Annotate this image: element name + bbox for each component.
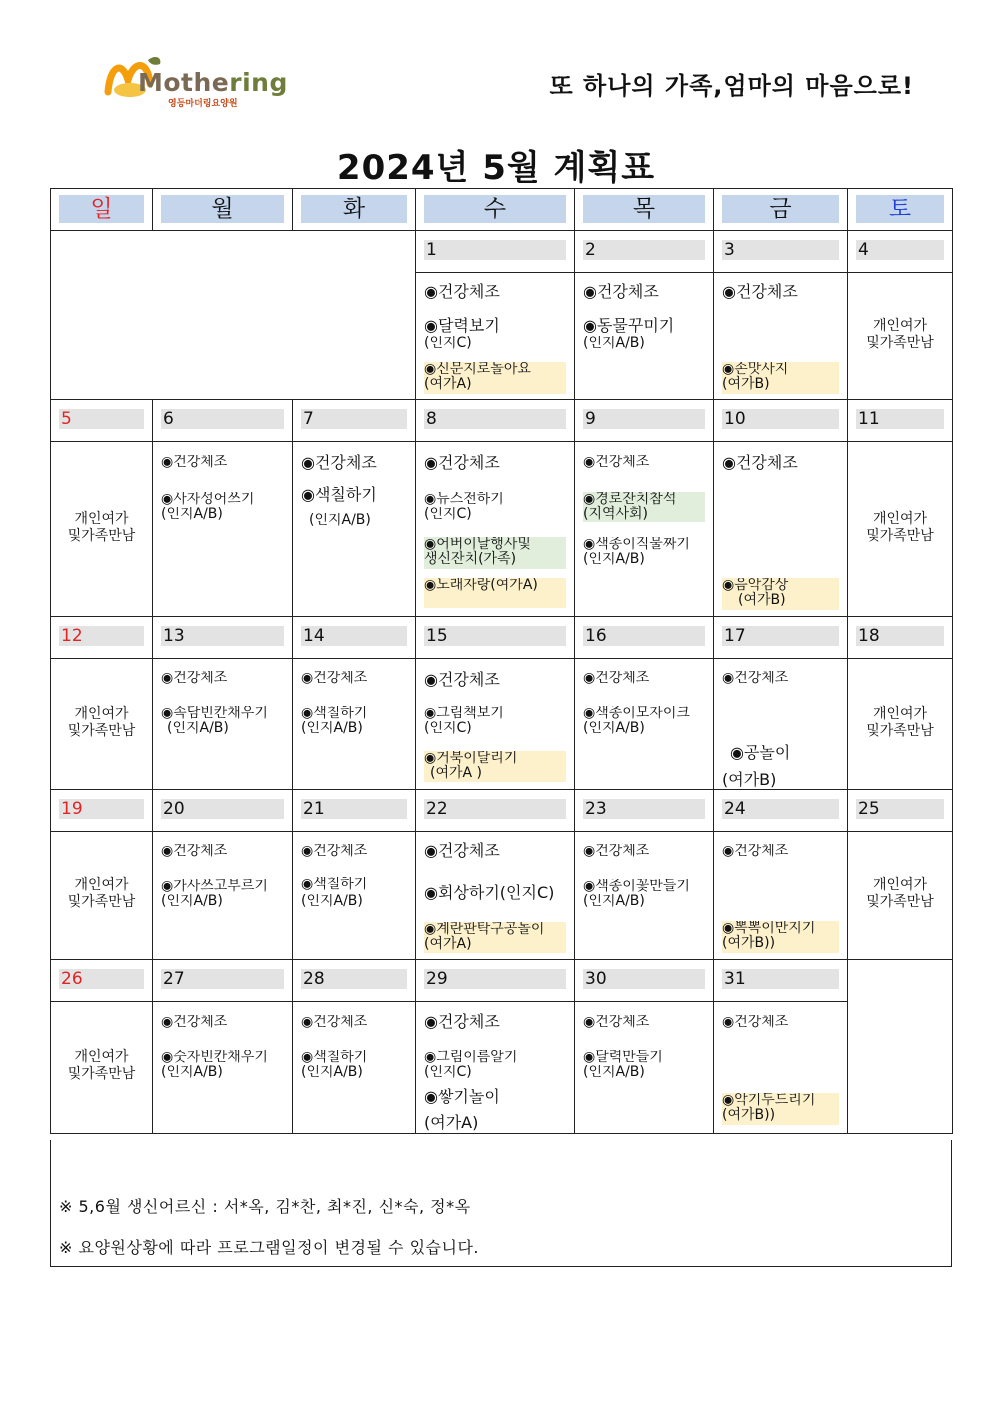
event-item-leisure: ◉손맛사지 (여가B): [722, 362, 839, 394]
leisure-text: 개인여가 및가족만남: [866, 877, 934, 910]
day-cell: [293, 832, 416, 960]
leisure-text: 개인여가 및가족만남: [67, 511, 136, 544]
leisure-text: 개인여가 및가족만남: [67, 1049, 136, 1082]
logo-subtitle: 영등마더링요양원: [168, 99, 238, 109]
day-cell: [293, 1002, 416, 1134]
date-label: 9: [583, 409, 705, 429]
date-label: 27: [161, 969, 284, 989]
event-item: ◉건강체조: [583, 455, 650, 470]
event-group: (여가A): [424, 1114, 479, 1132]
event-item: ◉건강체조: [583, 844, 650, 859]
event-item-leisure: ◉노래자랑(여가A): [424, 578, 566, 608]
date-label: 21: [301, 799, 407, 819]
logo-wordmark: Mothering: [138, 68, 288, 97]
day-cell: [153, 1002, 293, 1134]
day-cell: [714, 273, 848, 400]
day-cell: [575, 273, 714, 400]
event-item: ◉건강체조: [583, 671, 650, 686]
event-group: (인지C): [424, 336, 472, 351]
day-cell: [153, 832, 293, 960]
event-group: (인지A/B): [161, 507, 223, 522]
event-item: ◉색종이직물짜기: [583, 537, 690, 552]
day-cell: [848, 659, 953, 790]
date-label: 2: [583, 240, 705, 260]
day-cell: [575, 659, 714, 790]
date-label: 25: [856, 799, 944, 819]
event-item: ◉색종이꽃만들기: [583, 879, 690, 894]
event-item: ◉동물꾸미기: [583, 317, 675, 335]
event-item: ◉건강체조: [424, 454, 500, 472]
day-cell: [714, 659, 848, 790]
note-schedule-change: ※ 요양원상황에 따라 프로그램일정이 변경될 수 있습니다.: [59, 1238, 479, 1257]
event-item: ◉색칠하기: [301, 706, 368, 721]
event-item-leisure: ◉신문지로놀아요 (여가A): [424, 362, 566, 394]
event-item: ◉색칠하기: [301, 877, 368, 892]
empty-cell: [848, 960, 953, 1134]
event-group: (인지A/B): [301, 1065, 363, 1080]
date-label: 30: [583, 969, 705, 989]
day-cell: [416, 442, 575, 617]
week1-date-row: [51, 231, 953, 273]
event-item-leisure: ◉뽁뽁이만지기 (여가B)): [722, 921, 839, 953]
week5-event-row: [51, 1002, 953, 1134]
event-item: ◉건강체조: [424, 671, 500, 689]
page-title: 2024년 5월 계획표: [336, 148, 656, 188]
event-group: (여가B): [722, 771, 777, 789]
event-item: ◉건강체조: [722, 283, 798, 301]
date-label: 22: [424, 799, 566, 819]
weekday-header-row: [51, 189, 953, 231]
event-item: ◉건강체조: [722, 844, 789, 859]
date-label: 7: [301, 409, 407, 429]
date-label: 18: [856, 626, 944, 646]
day-cell: [575, 832, 714, 960]
day-cell: [848, 442, 953, 617]
day-cell: [714, 442, 848, 617]
event-group: (인지C): [424, 1065, 472, 1080]
event-item-leisure: ◉계란판탁구공놀이 (여가A): [424, 922, 566, 953]
event-item: ◉건강체조: [161, 1015, 228, 1030]
weekday-wed: 수: [424, 195, 566, 223]
event-group: (인지A/B): [583, 894, 645, 909]
date-label: 13: [161, 626, 284, 646]
empty-cell: [51, 231, 416, 400]
week3-event-row: [51, 659, 953, 790]
event-item: ◉색칠하기: [301, 486, 377, 504]
event-group: (인지C): [424, 507, 472, 522]
event-item: ◉건강체조: [301, 1015, 368, 1030]
event-item: ◉건강체조: [301, 671, 368, 686]
event-group: (인지A/B): [161, 894, 223, 909]
event-item: ◉건강체조: [583, 283, 659, 301]
date-label: 24: [722, 799, 839, 819]
event-item-leisure: ◉악기두드리기 (여가B)): [722, 1093, 839, 1125]
event-item: ◉달력보기: [424, 317, 500, 335]
day-cell: [293, 442, 416, 617]
day-cell: [848, 832, 953, 960]
weekday-tue: 화: [301, 195, 407, 223]
event-group: (인지A/B): [309, 513, 371, 528]
weekday-sun: 일: [59, 195, 144, 223]
event-item: ◉쌓기놀이: [424, 1088, 500, 1106]
date-label: 4: [856, 240, 944, 260]
week4-date-row: [51, 790, 953, 832]
day-cell: [416, 659, 575, 790]
date-label: 10: [722, 409, 839, 429]
day-cell: [416, 832, 575, 960]
leisure-text: 개인여가 및가족만남: [67, 877, 136, 910]
date-label: 17: [722, 626, 839, 646]
date-label: 14: [301, 626, 407, 646]
day-cell: [51, 659, 153, 790]
leisure-text: 개인여가 및가족만남: [866, 318, 934, 351]
event-item: ◉건강체조: [161, 455, 228, 470]
leisure-text: 개인여가 및가족만남: [67, 706, 136, 739]
event-item: ◉건강체조: [161, 671, 228, 686]
day-cell: [51, 442, 153, 617]
day-cell: [153, 659, 293, 790]
slogan: 또 하나의 가족,엄마의 마음으로!: [549, 72, 914, 100]
week3-date-row: [51, 617, 953, 659]
date-label: 23: [583, 799, 705, 819]
date-label: 1: [424, 240, 566, 260]
day-cell: [714, 1002, 848, 1134]
date-label: 16: [583, 626, 705, 646]
event-item: ◉건강체조: [424, 1013, 500, 1031]
event-group: (인지A/B): [583, 1065, 645, 1080]
day-cell: [51, 1002, 153, 1134]
event-item: ◉달력만들기: [583, 1050, 663, 1065]
calendar-table: [50, 188, 953, 1134]
date-label: 3: [722, 240, 839, 260]
logo: [104, 52, 304, 110]
note-birthday: ※ 5,6월 생신어르신 : 서*옥, 김*찬, 최*진, 신*숙, 정*옥: [59, 1197, 471, 1216]
week5-date-row: [51, 960, 953, 1002]
day-cell: [714, 832, 848, 960]
notes-box: [50, 1140, 952, 1267]
date-label: 28: [301, 969, 407, 989]
event-item: ◉뉴스전하기: [424, 492, 504, 507]
date-label: 31: [722, 969, 839, 989]
event-item-community: ◉경로잔치참석 (지역사회): [583, 492, 705, 522]
event-item: ◉건강체조: [301, 454, 377, 472]
event-item: ◉색칠하기: [301, 1050, 368, 1065]
date-label: 29: [424, 969, 566, 989]
date-label: 6: [161, 409, 284, 429]
event-group: (인지A/B): [161, 1065, 223, 1080]
event-item: ◉건강체조: [722, 1015, 789, 1030]
event-group: (인지A/B): [583, 721, 645, 736]
weekday-thu: 목: [583, 195, 705, 223]
day-cell: [575, 442, 714, 617]
event-item: ◉건강체조: [722, 454, 798, 472]
event-item: ◉가사쓰고부르기: [161, 879, 268, 894]
week2-date-row: [51, 400, 953, 442]
event-item: ◉건강체조: [301, 844, 368, 859]
event-item: ◉회상하기(인지C): [424, 884, 555, 902]
week2-event-row: [51, 442, 953, 617]
date-label: 26: [59, 969, 144, 989]
week4-event-row: [51, 832, 953, 960]
date-label: 15: [424, 626, 566, 646]
event-item-community: ◉어버이날행사및 생신잔치(가족): [424, 537, 566, 569]
leisure-text: 개인여가 및가족만남: [866, 511, 934, 544]
event-item: ◉건강체조: [424, 842, 500, 860]
day-cell: [575, 1002, 714, 1134]
event-item: ◉색종이모자이크: [583, 706, 690, 721]
event-item: ◉건강체조: [424, 283, 500, 301]
day-cell: [416, 1002, 575, 1134]
event-item: ◉건강체조: [722, 671, 789, 686]
event-item: ◉그림이름알기: [424, 1050, 518, 1065]
date-label: 8: [424, 409, 566, 429]
date-label: 5: [59, 409, 144, 429]
event-item-leisure: ◉음악감상 (여가B): [722, 578, 839, 610]
event-group: (인지A/B): [301, 894, 363, 909]
event-item: ◉숫자빈칸채우기: [161, 1050, 268, 1065]
day-cell: [293, 659, 416, 790]
day-cell: [51, 832, 153, 960]
weekday-sat: 토: [856, 195, 944, 223]
event-item: ◉속담빈칸채우기: [161, 706, 268, 721]
event-group: (인지C): [424, 721, 472, 736]
event-group: (인지A/B): [301, 721, 363, 736]
event-item: ◉공놀이: [730, 744, 791, 762]
date-label: 11: [856, 409, 944, 429]
day-cell: [153, 442, 293, 617]
leisure-text: 개인여가 및가족만남: [866, 706, 934, 739]
weekday-mon: 월: [161, 195, 284, 223]
event-group: (인지A/B): [583, 552, 645, 567]
date-label: 20: [161, 799, 284, 819]
date-label: 12: [59, 626, 144, 646]
day-cell: [848, 273, 953, 400]
date-label: 19: [59, 799, 144, 819]
weekday-fri: 금: [722, 195, 839, 223]
event-item-leisure: ◉거북이달리기 (여가A ): [424, 751, 566, 782]
event-item: ◉그림책보기: [424, 706, 504, 721]
event-group: (인지A/B): [167, 721, 229, 736]
day-cell: [416, 273, 575, 400]
event-item: ◉사자성어쓰기: [161, 492, 255, 507]
event-item: ◉건강체조: [161, 844, 228, 859]
event-group: (인지A/B): [583, 336, 645, 351]
event-item: ◉건강체조: [583, 1015, 650, 1030]
